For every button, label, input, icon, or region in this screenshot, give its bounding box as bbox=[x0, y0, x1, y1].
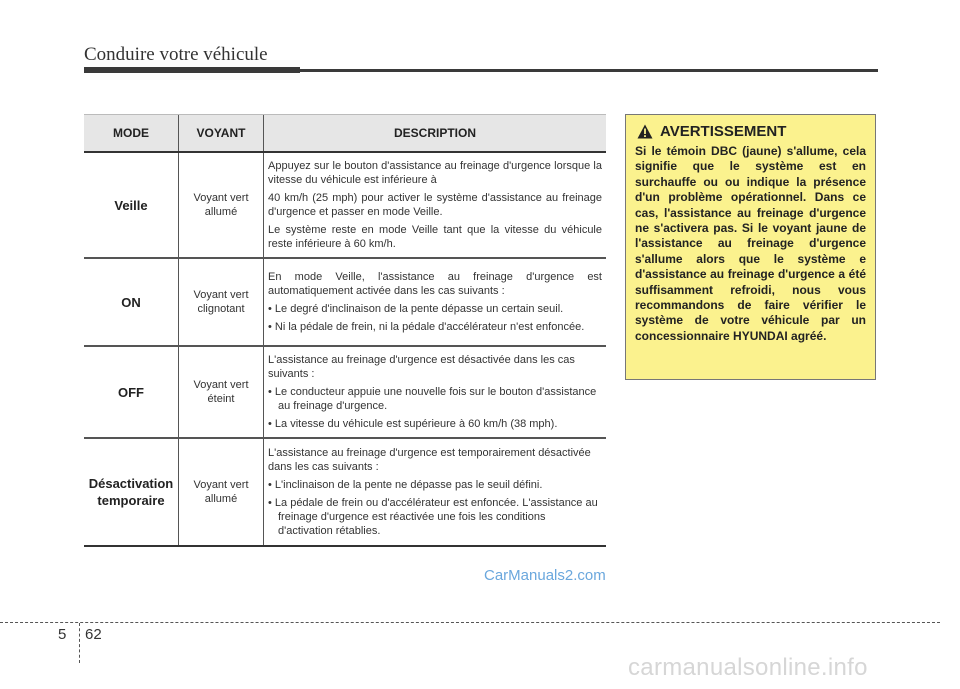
table-row bbox=[84, 346, 606, 438]
row-description bbox=[264, 438, 607, 546]
row-description bbox=[264, 346, 607, 438]
desc-paragraph: L'assistance au freinage d'urgence est désactivée dans les cas suivants : bbox=[268, 354, 575, 380]
desc-bullet: • Le conducteur appuie une nouvelle fois sur le bouton d'assistance au freinage d'urgence. bbox=[268, 386, 597, 412]
desc-paragraph: En mode Veille, l'assistance au freinage d'urgence est automatiquement activée dans les cas suivants : bbox=[268, 271, 602, 297]
col-header-voyant: VOYANT bbox=[179, 115, 264, 153]
row-mode: Veille bbox=[84, 152, 179, 258]
table-row bbox=[84, 438, 606, 546]
watermark-link[interactable]: CarManuals2.com bbox=[484, 567, 606, 584]
row-mode: OFF bbox=[84, 346, 179, 438]
site-watermark: carmanualsonline.info bbox=[628, 654, 868, 681]
footer-rule bbox=[0, 622, 940, 623]
chapter-number: 5 bbox=[58, 626, 67, 643]
mode-line: temporaire bbox=[97, 493, 165, 508]
desc-bullet: • L'inclinaison de la pente ne dépasse pas le seuil défini. bbox=[268, 479, 543, 491]
page-number: 62 bbox=[85, 626, 102, 643]
desc-bullet: • La vitesse du véhicule est supérieure à 60 km/h (38 mph). bbox=[268, 418, 558, 430]
mode-table bbox=[84, 114, 606, 547]
desc-paragraph: Appuyez sur le bouton d'assistance au freinage d'urgence lorsque la vitesse du véhicule est inférieure à bbox=[268, 160, 602, 186]
col-header-mode: MODE bbox=[84, 115, 179, 153]
desc-paragraph: Le système reste en mode Veille tant que la vitesse du véhicule reste inférieure à 60 km/h. bbox=[268, 224, 602, 250]
row-mode bbox=[84, 438, 179, 546]
mode-line: Désactivation bbox=[88, 476, 174, 491]
desc-bullet: • Ni la pédale de frein, ni la pédale d'accélérateur n'est enfoncée. bbox=[268, 321, 585, 333]
voyant-line: allumé bbox=[204, 206, 238, 218]
voyant-line: clignotant bbox=[197, 303, 245, 315]
voyant-line: éteint bbox=[207, 393, 235, 405]
row-voyant bbox=[179, 152, 264, 258]
row-description bbox=[264, 258, 607, 346]
row-voyant bbox=[179, 258, 264, 346]
voyant-line: allumé bbox=[204, 493, 238, 505]
warning-title: AVERTISSEMENT bbox=[660, 123, 787, 140]
voyant-line: Voyant vert bbox=[193, 192, 249, 204]
voyant-line: Voyant vert bbox=[193, 379, 249, 391]
row-voyant bbox=[179, 438, 264, 546]
warning-box bbox=[625, 114, 876, 380]
row-voyant bbox=[179, 346, 264, 438]
row-mode: ON bbox=[84, 258, 179, 346]
table-row bbox=[84, 258, 606, 346]
voyant-line: Voyant vert bbox=[193, 289, 249, 301]
footer-separator bbox=[79, 623, 80, 663]
warning-header bbox=[635, 123, 866, 140]
table-row bbox=[84, 152, 606, 258]
warning-triangle-icon bbox=[637, 124, 653, 139]
col-header-description: DESCRIPTION bbox=[264, 115, 607, 153]
row-description bbox=[264, 152, 607, 258]
desc-bullet: • Le degré d'inclinaison de la pente dépasse un certain seuil. bbox=[268, 303, 564, 315]
page-header-title: Conduire votre véhicule bbox=[84, 44, 268, 65]
voyant-line: Voyant vert bbox=[193, 479, 249, 491]
header-rule bbox=[84, 69, 878, 72]
warning-text: Si le témoin DBC (jaune) s'allume, cela signifie que le système est en surchauffe ou ou indique la présence d'un problème opérationnel. Dans ce cas, l'assistance au freinage d'urgence ne s'activera pas. Si le voyant jaune de l'assistance au freinage d'urgence s'allume alors que le système e d'assistance au freinage d'urgence a été suffisamment refroidi, nous vous recommandons de faire vérifier le système de votre véhicule par un concessionnaire HYUNDAI agréé. bbox=[635, 144, 866, 343]
desc-paragraph: L'assistance au freinage d'urgence est temporairement désactivée dans les cas suivants : bbox=[268, 447, 591, 473]
desc-paragraph: 40 km/h (25 mph) pour activer le système d'assistance au freinage d'urgence et passer en mode Veille. bbox=[268, 192, 602, 218]
desc-bullet: • La pédale de frein ou d'accélérateur est enfoncée. L'assistance au freinage d'urgence est réactivée une fois les conditions d'activation rétablies. bbox=[268, 497, 598, 537]
